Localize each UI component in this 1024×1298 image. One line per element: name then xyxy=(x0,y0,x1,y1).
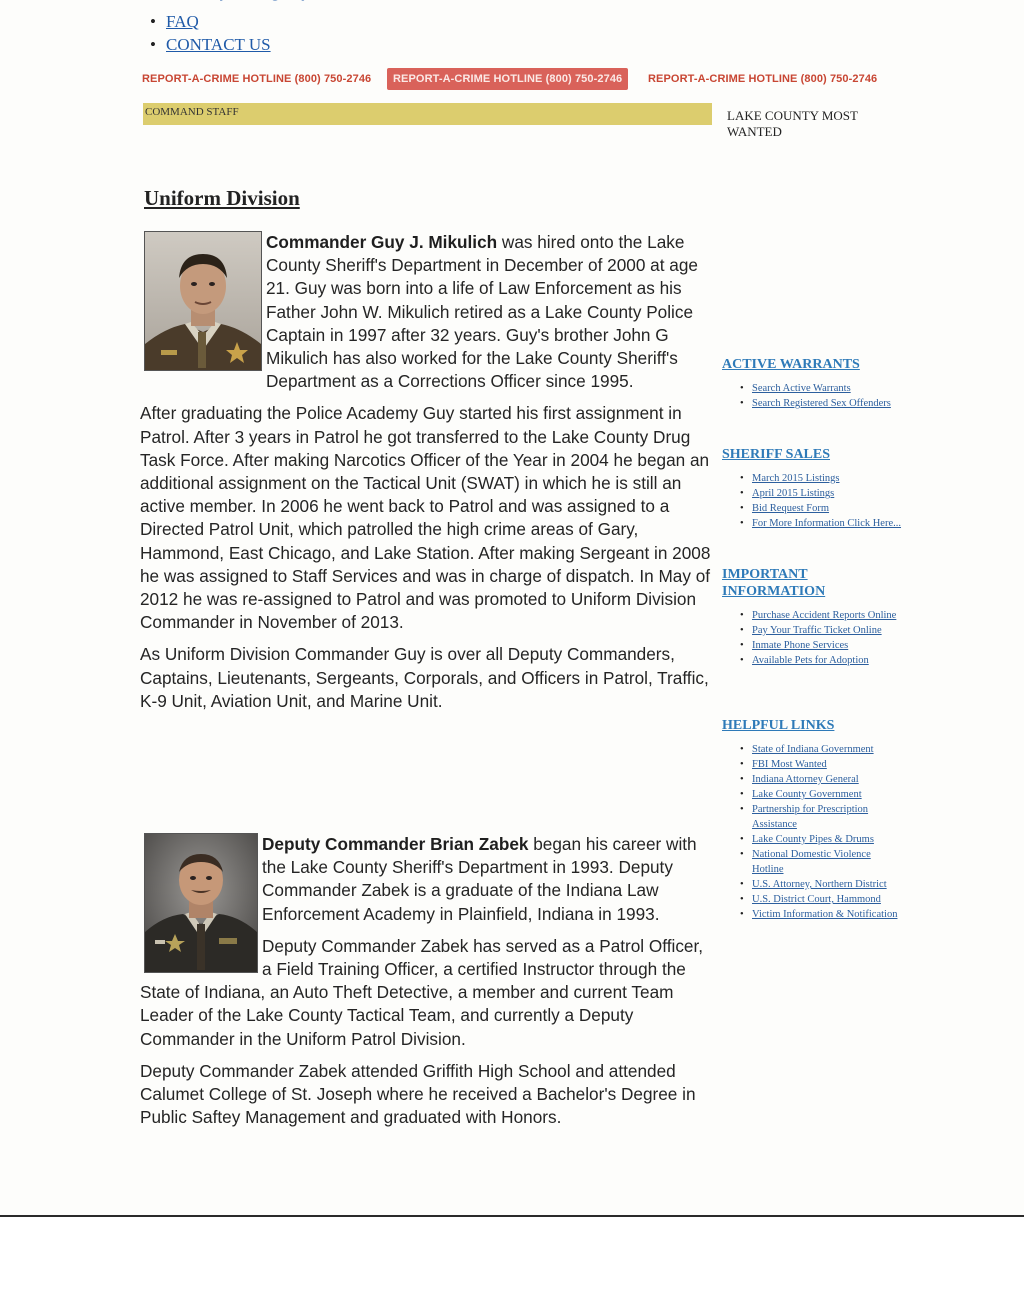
sidebar-heading-sheriff-sales[interactable]: SHERIFF SALES xyxy=(722,447,831,462)
bio1-name: Commander Guy J. Mikulich xyxy=(266,232,498,252)
page-title: Uniform Division xyxy=(144,186,300,210)
link-district-court[interactable]: U.S. District Court, Hammond xyxy=(752,894,881,905)
link-sex-offenders[interactable]: Search Registered Sex Offenders xyxy=(752,398,891,409)
most-wanted-heading[interactable]: LAKE COUNTY MOST WANTED xyxy=(727,108,858,139)
sidebar-link-accident-reports[interactable] xyxy=(722,608,902,623)
sidebar-link-prescription[interactable] xyxy=(722,802,902,832)
link-lake-county-gov[interactable]: Lake County Government xyxy=(752,789,862,800)
important-info-list xyxy=(722,608,902,668)
link-march-listings[interactable]: March 2015 Listings xyxy=(752,473,840,484)
nav-item-faq[interactable] xyxy=(150,10,310,33)
sidebar-link-inmate-phone[interactable] xyxy=(722,638,902,653)
command-staff-bar[interactable]: COMMAND STAFF xyxy=(143,103,712,125)
commander-mikulich-photo xyxy=(144,231,262,371)
portrait-image xyxy=(145,232,261,370)
bio2-intro-text: began his career with the Lake County Sheriff's Department in 1993. Deputy Commander Zabek is a graduate of the Indiana Law Enforcement Academy in Plainfield, Indiana in 1993. xyxy=(262,834,697,924)
sidebar-link-pipes-drums[interactable] xyxy=(722,832,902,847)
helpful-links-list xyxy=(722,742,902,922)
sidebar-active-warrants xyxy=(722,356,902,411)
nav-link-contact[interactable]: CONTACT US xyxy=(166,35,271,54)
link-more-info[interactable]: For More Information Click Here... xyxy=(752,518,902,529)
link-inmate-phone[interactable]: Inmate Phone Services xyxy=(752,640,849,651)
hotline-banner xyxy=(140,68,890,90)
nav-link-bicycle-registry[interactable] xyxy=(166,0,310,1)
link-pipes-drums[interactable]: Lake County Pipes & Drums xyxy=(752,834,874,845)
sidebar-important-info xyxy=(722,566,902,668)
link-us-attorney[interactable]: U.S. Attorney, Northern District xyxy=(752,879,887,890)
bio2-paragraph-3: Deputy Commander Zabek attended Griffith High School and attended Calumet College of St. Joseph where he received a Bachelor's Degree in Public Saftey Management and graduated with Honors. xyxy=(140,1060,696,1128)
sidebar-link-indiana-gov[interactable] xyxy=(722,742,902,757)
bio2-name: Deputy Commander Brian Zabek xyxy=(262,834,529,854)
sidebar-link-more-info[interactable] xyxy=(722,516,902,531)
sidebar-heading-important-info[interactable]: IMPORTANT INFORMATION xyxy=(722,567,826,599)
sidebar-link-us-attorney[interactable] xyxy=(722,877,902,892)
bio-brian-zabek xyxy=(140,833,712,1138)
link-indiana-gov[interactable]: State of Indiana Government xyxy=(752,744,874,755)
link-traffic-ticket[interactable]: Pay Your Traffic Ticket Online xyxy=(752,625,882,636)
link-victim-info[interactable]: Victim Information & Notification xyxy=(752,909,898,920)
sidebar-link-attorney-general[interactable] xyxy=(722,772,902,787)
sidebar-link-lake-county-gov[interactable] xyxy=(722,787,902,802)
link-april-listings[interactable]: April 2015 Listings xyxy=(752,488,835,499)
sidebar-link-search-warrants[interactable] xyxy=(722,381,902,396)
sidebar-link-district-court[interactable] xyxy=(722,892,902,907)
hotline-text-left: REPORT-A-CRIME HOTLINE (800) 750-2746 xyxy=(142,73,372,85)
hotline-text-highlight[interactable]: REPORT-A-CRIME HOTLINE (800) 750-2746 xyxy=(387,68,628,90)
sidebar-sheriff-sales xyxy=(722,446,902,531)
link-accident-reports[interactable]: Purchase Accident Reports Online xyxy=(752,610,897,621)
top-nav xyxy=(150,0,310,56)
link-fbi[interactable]: FBI Most Wanted xyxy=(752,759,827,770)
bio1-paragraph-3: As Uniform Division Commander Guy is over all Deputy Commanders, Captains, Lieutenants, Sergeants, Corporals, and Officers in Patrol, Traffic, K-9 Unit, Aviation Unit, and Marine Unit. xyxy=(140,644,709,711)
link-domestic-violence[interactable]: National Domestic Violence Hotline xyxy=(752,849,871,875)
sidebar-heading-helpful-links[interactable]: HELPFUL LINKS xyxy=(722,718,835,733)
bio1-intro-text: was hired onto the Lake County Sheriff's Department in December of 2000 at age 21. Guy was born into a life of Law Enforcement as his Father John W. Mikulich retired as a Lake County Police Captain in 1997 after 32 years. Guy's brother John G Mikulich has also worked for the Lake County Sheriff's Department as a Corrections Officer since 1995. xyxy=(266,232,698,392)
bio1-paragraph-2: After graduating the Police Academy Guy started his first assignment in Patrol. After 3 years in Patrol he got transferred to the Lake County Drug Task Force. After making Narcotics Officer of the Year in 2004 he began an additional assignment on the Tactical Unit (SWAT) in which he is still an active member. In 2006 he went back to Patrol and was assigned to a Directed Patrol Unit, which patrolled the high crime areas of Gary, Hammond, East Chicago, and Lake Station. After making Sergeant in 2008 he was assigned to Staff Services and was in charge of dispatch. In May of 2012 he was re-assigned to Patrol and was promoted to Uniform Division Commander in November of 2013. xyxy=(140,403,711,633)
portrait-image xyxy=(145,834,257,972)
sidebar-link-march-listings[interactable] xyxy=(722,471,902,486)
sidebar-link-traffic-ticket[interactable] xyxy=(722,623,902,638)
sidebar-link-pets-adoption[interactable] xyxy=(722,653,902,668)
sidebar-link-fbi[interactable] xyxy=(722,757,902,772)
deputy-commander-zabek-photo xyxy=(144,833,258,973)
sidebar-link-bid-request[interactable] xyxy=(722,501,902,516)
bio2-paragraph-2: Deputy Commander Zabek has served as a Patrol Officer, a Field Training Officer, a certified Instructor through the State of Indiana, an Auto Theft Detective, a member and current Team Leader of the Lake County Tactical Team, and currently a Deputy Commander in the Uniform Patrol Division. xyxy=(140,935,704,1049)
sheriff-sales-list xyxy=(722,471,902,531)
sidebar-link-victim-info[interactable] xyxy=(722,907,902,922)
sidebar-helpful-links xyxy=(722,717,902,922)
sidebar-link-april-listings[interactable] xyxy=(722,486,902,501)
link-attorney-general[interactable]: Indiana Attorney General xyxy=(752,774,859,785)
active-warrants-list xyxy=(722,381,902,411)
nav-item-contact[interactable] xyxy=(150,33,310,56)
nav-link-faq[interactable]: FAQ xyxy=(166,12,199,31)
bio-guy-mikulich xyxy=(140,231,712,722)
sidebar-link-sex-offenders[interactable] xyxy=(722,396,902,411)
link-prescription[interactable]: Partnership for Prescription Assistance xyxy=(752,804,869,830)
link-search-warrants[interactable]: Search Active Warrants xyxy=(752,383,851,394)
sidebar-link-domestic-violence[interactable] xyxy=(722,847,902,877)
link-pets-adoption[interactable]: Available Pets for Adoption xyxy=(752,655,869,666)
sidebar-heading-active-warrants[interactable]: ACTIVE WARRANTS xyxy=(722,357,860,372)
nav-item-partial[interactable] xyxy=(150,0,310,10)
blank-margin xyxy=(0,1217,1024,1298)
hotline-text-right: REPORT-A-CRIME HOTLINE (800) 750-2746 xyxy=(648,73,878,85)
link-bid-request[interactable]: Bid Request Form xyxy=(752,503,830,514)
